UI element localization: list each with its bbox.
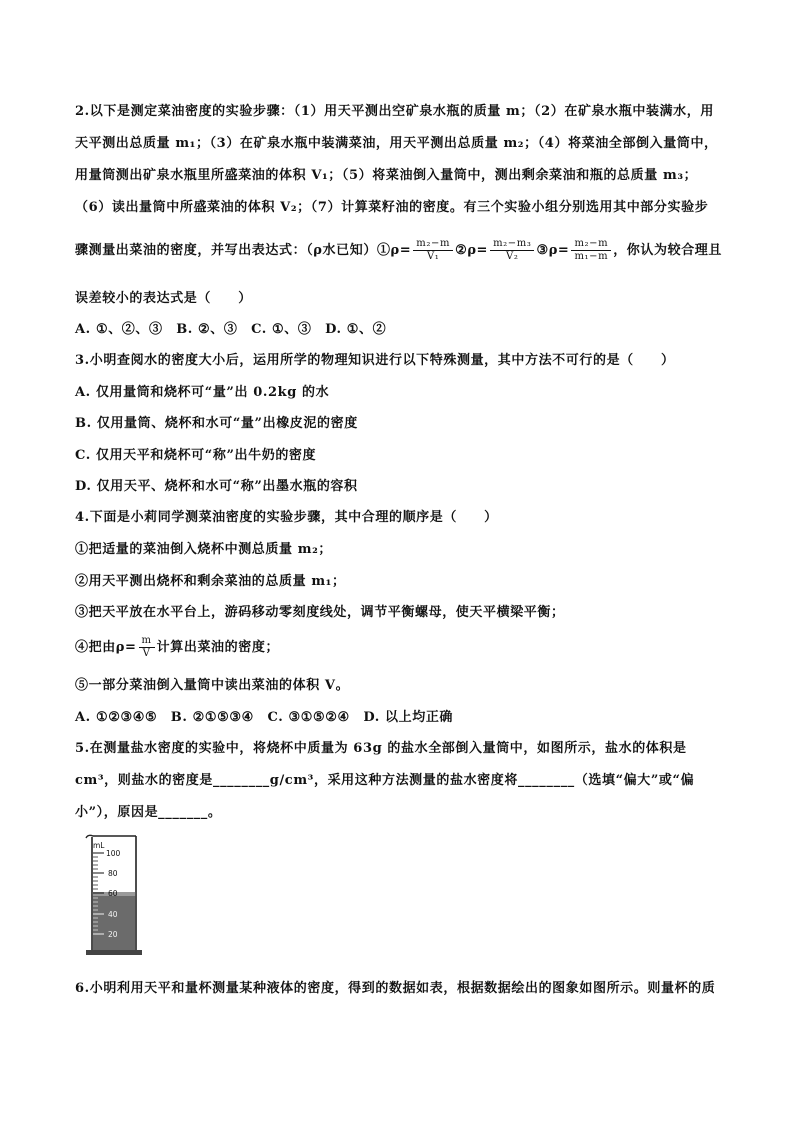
q2-formula-3 <box>571 238 611 263</box>
q3-option-d: D. 仅用天平、烧杯和水可“称”出墨水瓶的容积 <box>75 479 358 494</box>
q3-option-a: A. 仅用量筒和烧杯可“量”出 0.2kg 的水 <box>75 385 330 400</box>
q3-option-c: C. 仅用天平和烧杯可“称”出牛奶的密度 <box>75 448 317 463</box>
q2-formula-2-denominator: V₂ <box>506 251 519 262</box>
q5-line-3: 小”），原因是_______。 <box>75 805 222 820</box>
q2-line-3: 用量筒测出矿泉水瓶里所盛菜油的体积 V₁；（5）将菜油倒入量筒中，测出剩余菜油和瓶的总质量 m₃； <box>75 168 698 183</box>
q2-formula-1 <box>413 238 453 263</box>
q2-line-2: 天平测出总质量 m₁；（3）在矿泉水瓶中装满菜油，用天平测出总质量 m₂；（4）将菜油全部倒入量筒中， <box>75 136 718 151</box>
measuring-cylinder-figure <box>84 832 144 960</box>
q4-formula-numerator: m <box>139 635 155 648</box>
q4-step-3: ③把天平放在水平台上，游码移动零刻度线处，调节平衡螺母，使天平横梁平衡； <box>75 605 565 620</box>
cylinder-tick-40: 40 <box>108 910 118 919</box>
q2-line-5 <box>75 238 725 263</box>
q5-line-2: cm³，则盐水的密度是________g/cm³，采用这种方法测量的盐水密度将________（选填“偏大”或“偏 <box>75 773 695 788</box>
measuring-cylinder-icon <box>84 832 144 960</box>
q2-formula-3-numerator: m₂−m <box>571 238 611 251</box>
q2-formula-1-denominator: V₁ <box>426 251 440 262</box>
q2-line5-prefix: 骤测量出菜油的密度，并写出表达式：（ρ水已知）①ρ= <box>75 243 412 258</box>
q5-line-1: 5.在测量盐水密度的实验中，将烧杯中质量为 63g 的盐水全部倒入量筒中，如图所示，盐水的体积是 <box>75 741 687 756</box>
q2-mid-2: ②ρ= <box>455 243 489 258</box>
cylinder-tick-20: 20 <box>108 930 118 939</box>
cylinder-tick-60: 60 <box>108 889 118 898</box>
q4-formula-denominator: V <box>142 648 151 659</box>
q2-formula-2 <box>490 238 534 263</box>
q4-stem: 4.下面是小莉同学测菜油密度的实验步骤，其中合理的顺序是（ ） <box>75 510 498 525</box>
q2-mid-3: ③ρ= <box>536 243 570 258</box>
q6-line-1: 6.小明利用天平和量杯测量某种液体的密度，得到的数据如表，根据数据绘出的图象如图所示。则量杯的质 <box>75 981 716 996</box>
cylinder-tick-80: 80 <box>108 869 118 878</box>
q2-line5-suffix: ，你认为较合理且 <box>613 243 723 258</box>
q4-step-4 <box>75 635 725 660</box>
q2-options: A. ①、②、③ B. ②、③ C. ①、③ D. ①、② <box>75 322 387 337</box>
q2-formula-1-numerator: m₂−m <box>413 238 453 251</box>
q3-stem: 3.小明查阅水的密度大小后，运用所学的物理知识进行以下特殊测量，其中方法不可行的是（ ） <box>75 353 675 368</box>
q2-line-6: 误差较小的表达式是（ ） <box>75 291 252 306</box>
q2-line-1: 2.以下是测定菜油密度的实验步骤：（1）用天平测出空矿泉水瓶的质量 m；（2）在矿泉水瓶中装满水，用 <box>75 104 714 119</box>
q4-step-2: ②用天平测出烧杯和剩余菜油的总质量 m₁； <box>75 574 346 589</box>
q4-step-1: ①把适量的菜油倒入烧杯中测总质量 m₂； <box>75 542 332 557</box>
q4-step4-prefix: ④把由ρ= <box>75 640 137 655</box>
q4-step4-suffix: 计算出菜油的密度； <box>156 640 280 655</box>
q4-density-formula <box>139 635 155 660</box>
q2-line-4: （6）读出量筒中所盛菜油的体积 V₂；（7）计算菜籽油的密度。有三个实验小组分别选用其中部分实验步 <box>75 200 709 215</box>
q4-options: A. ①②③④⑤ B. ②①⑤③④ C. ③①⑤②④ D. 以上均正确 <box>75 710 454 725</box>
cylinder-tick-100: 100 <box>106 849 121 858</box>
q4-step-5: ⑤一部分菜油倒入量筒中读出菜油的体积 V。 <box>75 678 350 693</box>
q3-option-b: B. 仅用量筒、烧杯和水可“量”出橡皮泥的密度 <box>75 416 358 431</box>
cylinder-unit-label: mL <box>93 841 105 850</box>
q2-formula-3-denominator: m₁−m <box>574 251 609 262</box>
q2-formula-2-numerator: m₂−m₃ <box>490 238 534 251</box>
